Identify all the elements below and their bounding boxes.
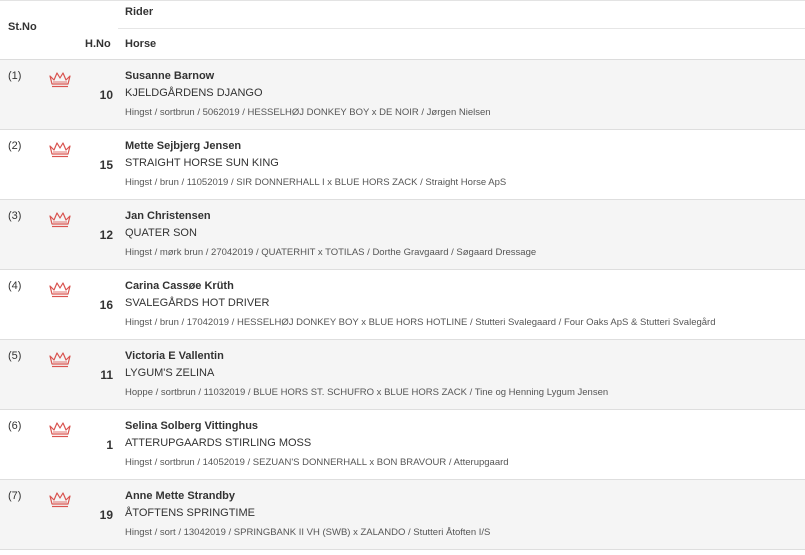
horse-details: Hingst / brun / 17042019 / HESSELHØJ DONKEY BOY x BLUE HORS HOTLINE / Stutteri Svalegaard / Four Oaks ApS & Stutteri Svalegård xyxy=(125,317,716,328)
table-row[interactable] xyxy=(0,130,805,200)
start-position: (7) xyxy=(8,490,22,502)
table-header xyxy=(0,1,805,60)
horse-number: 16 xyxy=(99,298,113,312)
horse-number: 19 xyxy=(99,508,113,522)
rider-name: Carina Cassøe Krüth xyxy=(125,280,234,292)
horse-name: ÅTOFTENS SPRINGTIME xyxy=(125,507,255,519)
table-row[interactable] xyxy=(0,340,805,410)
header-horse: Horse xyxy=(125,38,157,50)
horse-name: ATTERUPGAARDS STIRLING MOSS xyxy=(125,437,312,449)
start-position: (3) xyxy=(8,210,22,222)
crown-icon[interactable] xyxy=(47,420,73,440)
start-position: (1) xyxy=(8,70,22,82)
horse-details: Hoppe / sortbrun / 11032019 / BLUE HORS ST. SCHUFRO x BLUE HORS ZACK / Tine og Henning Lygum Jensen xyxy=(125,387,609,398)
start-position: (4) xyxy=(8,280,22,292)
horse-number: 15 xyxy=(99,158,113,172)
rider-name: Selina Solberg Vittinghus xyxy=(125,420,259,432)
horse-number: 10 xyxy=(99,88,113,102)
start-position: (6) xyxy=(8,420,22,432)
header-rider: Rider xyxy=(125,6,154,18)
crown-icon[interactable] xyxy=(47,280,73,300)
header-h-no: H.No xyxy=(85,38,111,50)
horse-name: QUATER SON xyxy=(125,227,197,239)
rider-name: Jan Christensen xyxy=(125,210,211,222)
horse-name: LYGUM'S ZELINA xyxy=(125,367,215,379)
crown-icon[interactable] xyxy=(47,70,73,90)
horse-details: Hingst / mørk brun / 27042019 / QUATERHIT x TOTILAS / Dorthe Gravgaard / Søgaard Dressage xyxy=(125,247,537,258)
crown-icon[interactable] xyxy=(47,490,73,510)
table-row[interactable] xyxy=(0,270,805,340)
rider-name: Anne Mette Strandby xyxy=(125,490,236,502)
crown-icon[interactable] xyxy=(47,210,73,230)
horse-details: Hingst / brun / 11052019 / SIR DONNERHALL I x BLUE HORS ZACK / Straight Horse ApS xyxy=(125,177,507,188)
horse-number: 11 xyxy=(100,368,113,382)
start-position: (5) xyxy=(8,350,22,362)
horse-name: SVALEGÅRDS HOT DRIVER xyxy=(125,297,270,309)
crown-icon[interactable] xyxy=(47,140,73,160)
table-body xyxy=(0,60,805,550)
horse-number: 1 xyxy=(106,438,113,452)
horse-name: KJELDGÅRDENS DJANGO xyxy=(125,87,263,99)
crown-icon[interactable] xyxy=(47,350,73,370)
horse-name: STRAIGHT HORSE SUN KING xyxy=(125,157,279,169)
header-divider xyxy=(118,28,805,29)
table-row[interactable] xyxy=(0,480,805,550)
start-position: (2) xyxy=(8,140,22,152)
rider-name: Susanne Barnow xyxy=(125,70,215,82)
horse-number: 12 xyxy=(99,228,113,242)
header-st-no: St.No xyxy=(8,21,37,33)
table-row[interactable] xyxy=(0,200,805,270)
rider-name: Mette Sejbjerg Jensen xyxy=(125,140,242,152)
horse-details: Hingst / sort / 13042019 / SPRINGBANK II VH (SWB) x ZALANDO / Stutteri Åtoften I/S xyxy=(125,527,491,538)
table-row[interactable] xyxy=(0,410,805,480)
horse-details: Hingst / sortbrun / 5062019 / HESSELHØJ DONKEY BOY x DE NOIR / Jørgen Nielsen xyxy=(125,107,491,118)
rider-name: Victoria E Vallentin xyxy=(125,350,224,362)
table-row[interactable] xyxy=(0,60,805,130)
horse-details: Hingst / sortbrun / 14052019 / SEZUAN'S DONNERHALL x BON BRAVOUR / Atterupgaard xyxy=(125,457,509,468)
